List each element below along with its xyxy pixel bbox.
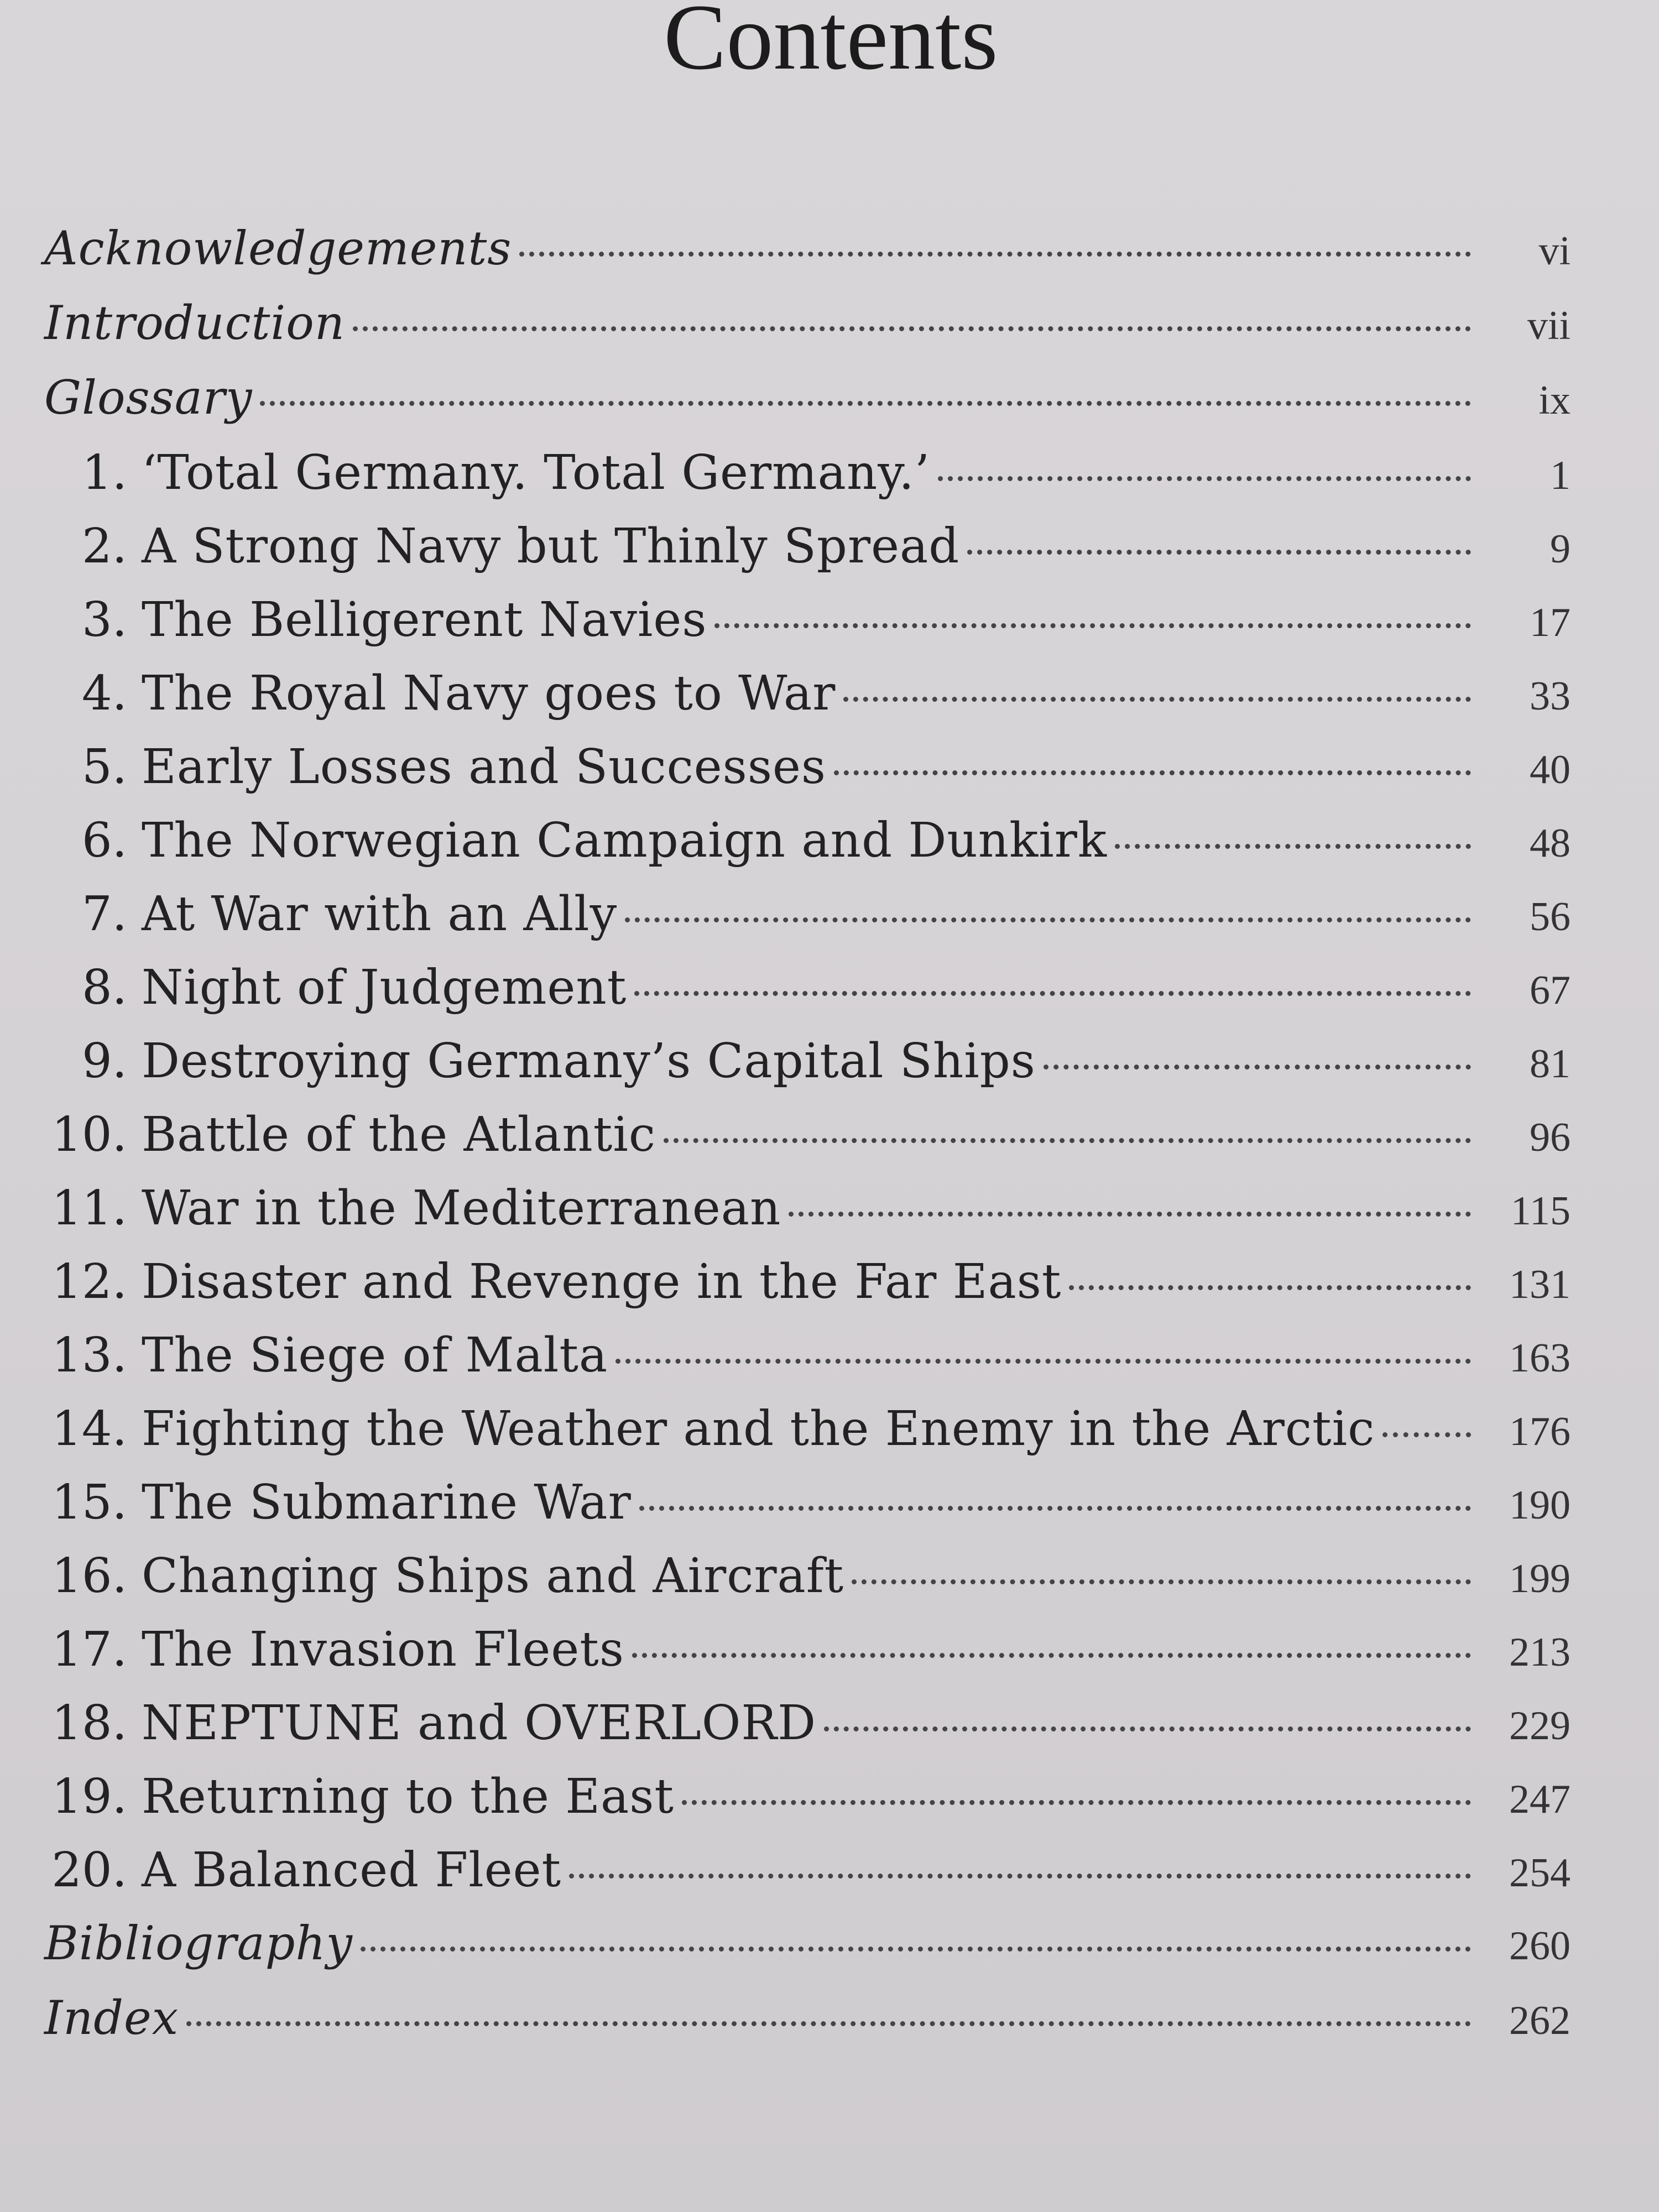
chapter-title: The Royal Navy goes to War	[142, 666, 836, 721]
toc-chapter-entry	[44, 592, 1571, 666]
toc-entry-label: Acknowledgements	[44, 221, 512, 275]
chapter-title: Early Losses and Successes	[142, 739, 826, 795]
toc-chapter-entry	[44, 666, 1571, 739]
chapter-number: 15.	[51, 1475, 127, 1530]
chapter-number: 14.	[51, 1401, 127, 1457]
toc-page-number: 190	[1509, 1483, 1571, 1528]
bleed-through-text	[1051, 0, 1079, 81]
toc-chapter-entry	[44, 1254, 1571, 1328]
chapter-title: Changing Ships and Aircraft	[142, 1548, 844, 1604]
toc-page-number: 48	[1530, 821, 1571, 866]
toc-page-number: 254	[1509, 1850, 1571, 1896]
dot-leader	[632, 1653, 1471, 1658]
dot-leader	[938, 476, 1471, 481]
toc-page-number: 213	[1509, 1630, 1571, 1675]
dot-leader	[260, 401, 1471, 406]
chapter-number: 2.	[81, 519, 127, 574]
toc-chapter-entry	[44, 1843, 1571, 1916]
chapter-title: Disaster and Revenge in the Far East	[142, 1254, 1062, 1310]
dot-leader	[625, 917, 1471, 922]
chapter-title: Returning to the East	[142, 1769, 674, 1824]
dot-leader	[615, 1359, 1471, 1364]
dot-leader	[824, 1726, 1471, 1731]
chapter-title: ‘Total Germany. Total Germany.’	[142, 445, 931, 500]
toc-chapter-entry	[44, 1548, 1571, 1622]
toc-chapter-entry	[44, 1034, 1571, 1107]
dot-leader	[1044, 1065, 1471, 1070]
chapter-title: Battle of the Atlantic	[142, 1107, 656, 1162]
chapter-title: War in the Mediterranean	[142, 1181, 781, 1236]
dot-leader	[1115, 844, 1471, 849]
dot-leader	[186, 2021, 1471, 2026]
chapter-title: The Submarine War	[142, 1475, 632, 1530]
chapter-number: 1.	[81, 445, 127, 500]
toc-entry-label: Introduction	[44, 296, 345, 350]
toc-chapter-entry	[44, 1769, 1571, 1843]
chapter-number: 4.	[81, 666, 127, 721]
dot-leader	[789, 1212, 1471, 1217]
chapter-number: 9.	[81, 1034, 127, 1089]
toc-entry-acknowledgements	[44, 221, 1571, 296]
toc-chapter-entry	[44, 813, 1571, 886]
chapter-title: The Invasion Fleets	[142, 1622, 624, 1677]
chapter-number: 5.	[81, 739, 127, 795]
chapter-number: 20.	[51, 1843, 127, 1898]
toc-page-number: vii	[1527, 303, 1571, 348]
toc-chapter-entry	[44, 1107, 1571, 1181]
toc-chapter-entry	[44, 1328, 1571, 1401]
chapter-title: Destroying Germany’s Capital Ships	[142, 1034, 1036, 1089]
dot-leader	[519, 252, 1471, 257]
dot-leader	[834, 770, 1471, 775]
table-of-contents	[44, 221, 1571, 2065]
dot-leader	[1069, 1285, 1471, 1290]
toc-entry-label: Index	[44, 1991, 179, 2045]
chapter-number: 6.	[81, 813, 127, 868]
chapter-number: 16.	[51, 1548, 127, 1604]
dot-leader	[714, 623, 1471, 628]
toc-entry-introduction	[44, 296, 1571, 371]
toc-entry-label: Glossary	[44, 371, 253, 425]
toc-chapter-entry	[44, 519, 1571, 592]
toc-page-number: ix	[1538, 378, 1571, 423]
dot-leader	[634, 991, 1471, 996]
chapter-number: 17.	[51, 1622, 127, 1677]
chapter-title: NEPTUNE and OVERLORD	[142, 1695, 817, 1751]
toc-page-number: 9	[1550, 526, 1571, 572]
dot-leader	[967, 550, 1471, 555]
toc-page-number: 247	[1509, 1777, 1571, 1822]
toc-chapter-entry	[44, 1695, 1571, 1769]
toc-page-number: 262	[1509, 1998, 1571, 2043]
toc-chapter-entry	[44, 445, 1571, 519]
toc-chapter-entry	[44, 1475, 1571, 1548]
dot-leader	[843, 697, 1471, 702]
chapter-number: 3.	[81, 592, 127, 648]
chapter-title: At War with an Ally	[142, 886, 618, 942]
toc-entry-index	[44, 1991, 1571, 2065]
chapter-title: A Balanced Fleet	[142, 1843, 562, 1898]
chapter-number: 8.	[81, 960, 127, 1015]
toc-page-number: 163	[1509, 1335, 1571, 1381]
chapter-number: 10.	[51, 1107, 127, 1162]
toc-chapter-entry	[44, 739, 1571, 813]
dot-leader	[682, 1800, 1471, 1805]
toc-page-number: 176	[1509, 1409, 1571, 1454]
toc-page-number: 199	[1509, 1556, 1571, 1601]
dot-leader	[664, 1138, 1471, 1143]
toc-page-number: 56	[1530, 894, 1571, 940]
toc-entry-label: Bibliography	[44, 1916, 353, 1970]
chapter-title: Fighting the Weather and the Enemy in the Arctic	[142, 1401, 1375, 1457]
toc-page-number: 115	[1510, 1188, 1571, 1234]
dot-leader	[569, 1874, 1471, 1879]
toc-entry-glossary	[44, 371, 1571, 445]
toc-page-number: 67	[1530, 968, 1571, 1013]
toc-page-number: 229	[1509, 1703, 1571, 1749]
toc-page-number: 33	[1530, 674, 1571, 719]
toc-chapter-entry	[44, 886, 1571, 960]
chapter-number: 19.	[51, 1769, 127, 1824]
chapter-number: 11.	[51, 1181, 127, 1236]
toc-page-number: 96	[1530, 1115, 1571, 1160]
chapter-number: 12.	[51, 1254, 127, 1310]
dot-leader	[852, 1579, 1471, 1584]
page-title: Contents	[664, 0, 998, 89]
toc-page-number: 17	[1530, 600, 1571, 645]
chapter-number: 7.	[81, 886, 127, 942]
chapter-title: A Strong Navy but Thinly Spread	[142, 519, 960, 574]
chapter-title: The Belligerent Navies	[142, 592, 707, 648]
toc-page-number: 81	[1530, 1041, 1571, 1087]
toc-page-number: 40	[1530, 747, 1571, 792]
dot-leader	[1383, 1432, 1471, 1437]
chapter-title: The Norwegian Campaign and Dunkirk	[142, 813, 1108, 868]
chapter-title: The Siege of Malta	[142, 1328, 608, 1383]
chapter-title: Night of Judgement	[142, 960, 627, 1015]
toc-page-number: 131	[1509, 1262, 1571, 1307]
toc-chapter-entry	[44, 960, 1571, 1034]
toc-chapter-entry	[44, 1181, 1571, 1254]
chapter-number: 18.	[51, 1695, 127, 1751]
toc-chapter-entry	[44, 1622, 1571, 1695]
chapter-number: 13.	[51, 1328, 127, 1383]
dot-leader	[361, 1947, 1471, 1952]
toc-page-number: vi	[1538, 228, 1571, 274]
toc-page-number: 260	[1509, 1923, 1571, 1969]
toc-chapter-entry	[44, 1401, 1571, 1475]
toc-page-number: 1	[1550, 453, 1571, 498]
dot-leader	[639, 1506, 1471, 1511]
dot-leader	[353, 326, 1471, 331]
toc-entry-bibliography	[44, 1916, 1571, 1991]
